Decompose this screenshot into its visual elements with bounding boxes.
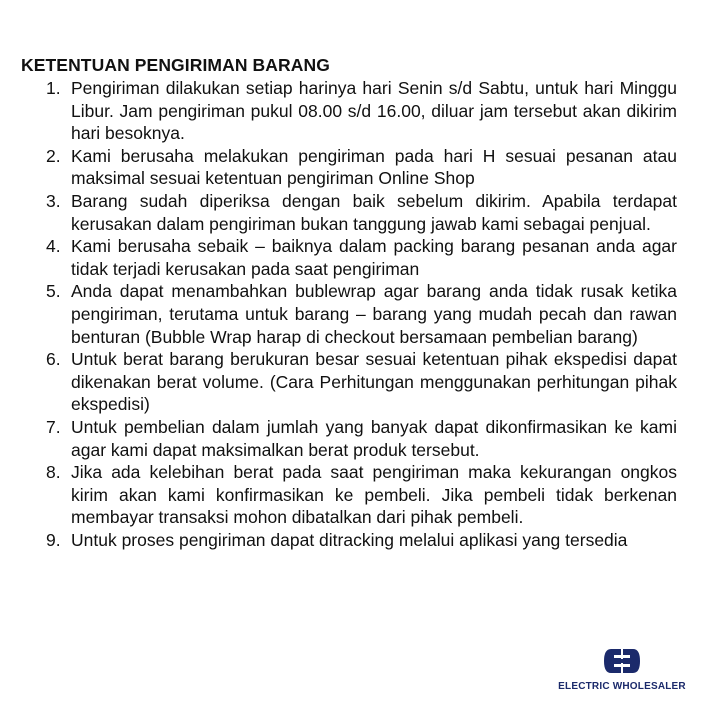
item-text: Untuk proses pengiriman dapat ditracking melalui aplikasi yang tersedia: [71, 529, 628, 550]
list-item: [21, 529, 677, 552]
item-number: 8.: [46, 462, 61, 483]
brand-logo: [556, 647, 688, 697]
item-text: Untuk pembelian dalam jumlah yang banyak dapat dikonfirmasikan ke kami agar kami dapat maksimalkan berat produk tersebut.: [71, 416, 677, 460]
item-number: 6.: [46, 349, 61, 370]
item-text: Barang sudah diperiksa dengan baik sebelum dikirim. Apabila terdapat kerusakan dalam pengiriman bukan tanggung jawab kami sebagai penjual.: [71, 190, 677, 234]
item-number: 7.: [46, 416, 61, 437]
terms-document: [21, 54, 677, 551]
list-item: [21, 280, 677, 348]
item-text: Untuk berat barang berukuran besar sesuai ketentuan pihak ekspedisi dapat dikenakan berat volume. (Cara Perhitungan menggunakan perhitungan pihak ekspedisi): [71, 349, 677, 415]
list-item: [21, 235, 677, 280]
list-item: [21, 461, 677, 529]
item-text: Jika ada kelebihan berat pada saat pengiriman maka kekurangan ongkos kirim akan kami konfirmasikan ke pembeli. Jika pembeli tidak berkenan membayar transaksi mohon dibatalkan dari pihak pembeli.: [71, 462, 677, 528]
item-number: 4.: [46, 236, 61, 257]
document-title: KETENTUAN PENGIRIMAN BARANG: [21, 55, 330, 75]
list-item: [21, 416, 677, 461]
terms-list: [21, 77, 677, 551]
item-number: 9.: [46, 529, 61, 550]
item-text: Pengiriman dilakukan setiap harinya hari Senin s/d Sabtu, untuk hari Minggu Libur. Jam pengiriman pukul 08.00 s/d 16.00, diluar jam tersebut akan dikirim hari besoknya.: [71, 78, 677, 144]
item-number: 3.: [46, 190, 61, 211]
item-number: 1.: [46, 78, 61, 98]
item-number: 5.: [46, 281, 61, 302]
list-item: [21, 348, 677, 416]
item-number: 2.: [46, 145, 61, 166]
list-item: [21, 77, 677, 145]
item-text: Anda dapat menambahkan bublewrap agar barang anda tidak rusak ketika pengiriman, terutama untuk barang – barang yang mudah pecah dan rawan benturan (Bubble Wrap harap di checkout bersamaan pembelian barang): [71, 281, 677, 347]
list-item: [21, 145, 677, 190]
item-text: Kami berusaha melakukan pengiriman pada hari H sesuai pesanan atau maksimal sesuai ketentuan pengiriman Online Shop: [71, 145, 677, 189]
list-item: [21, 190, 677, 235]
brand-name: ELECTRIC WHOLESALER: [558, 681, 686, 692]
item-text: Kami berusaha sebaik – baiknya dalam packing barang pesanan anda agar tidak terjadi kerusakan pada saat pengiriman: [71, 236, 677, 279]
plug-socket-icon: [602, 647, 642, 675]
